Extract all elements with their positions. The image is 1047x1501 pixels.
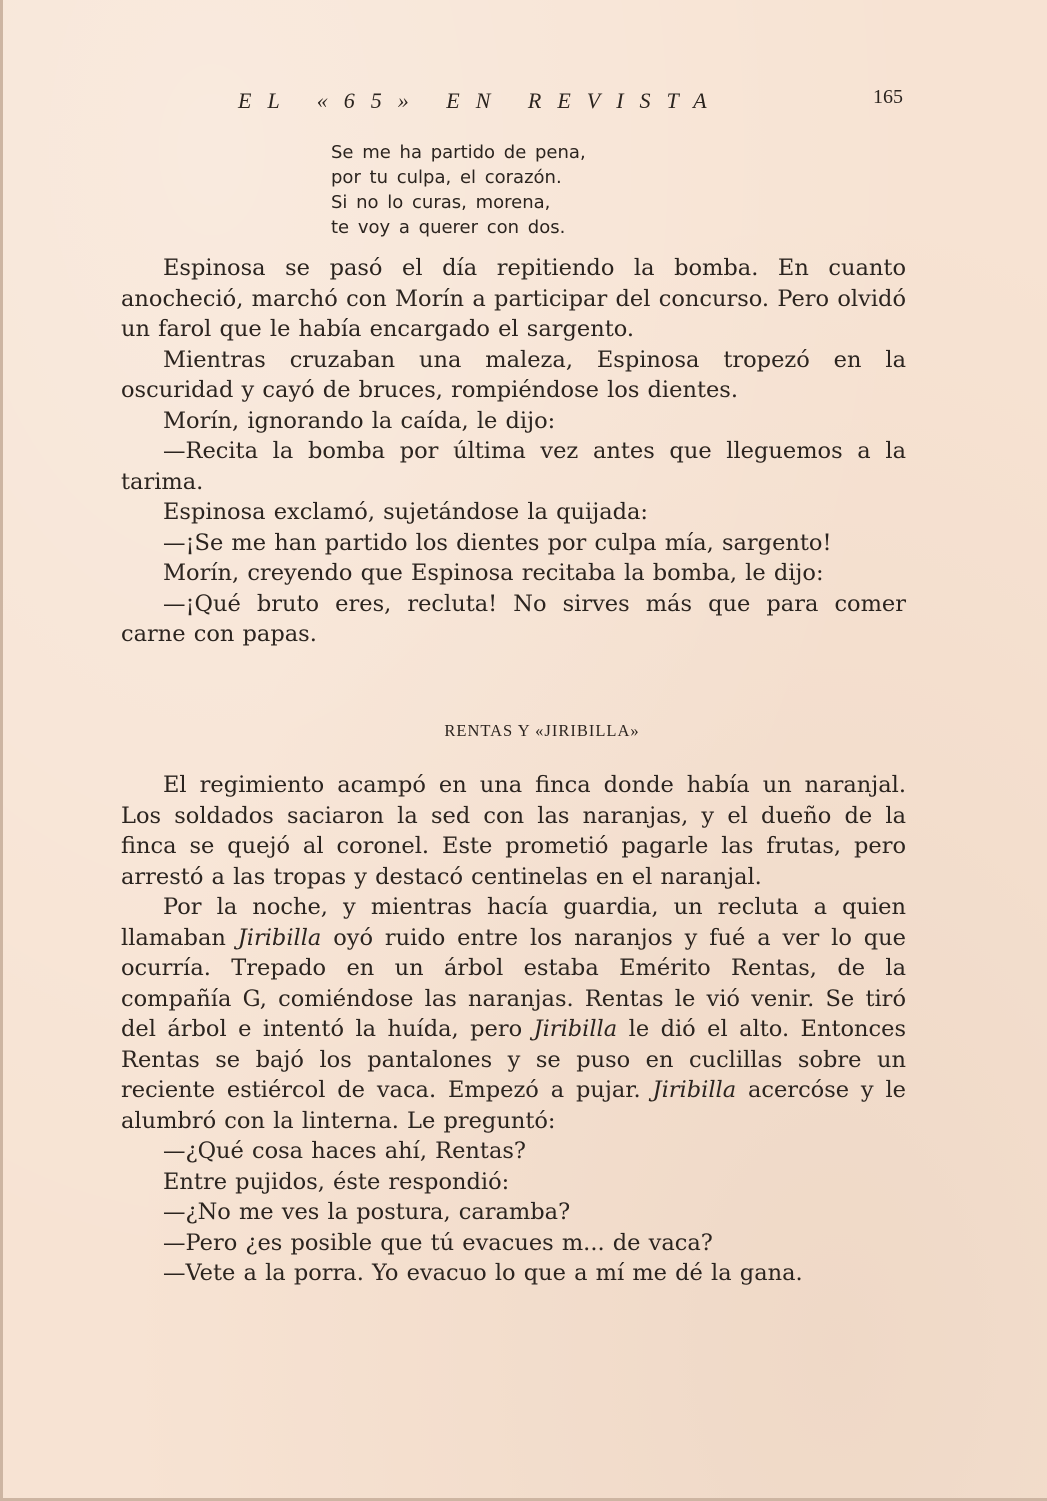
dialogue-line: —¿Qué cosa haces ahí, Rentas? [163,1138,526,1164]
paragraph [121,892,906,1136]
dialogue-line: —¡Qué bruto eres, recluta! No sirves más que para comer carne con papas. [121,590,906,647]
paragraph: Espinosa exclamó, sujetándose la quijada: [163,499,649,525]
running-head [123,88,913,118]
running-title: EL «65» EN REVISTA [238,88,723,113]
paragraph: Espinosa se pasó el día repitiendo la bomba. En cuanto anocheció, marchó con Morín a participar del concurso. Pero olvidó un farol que le había encargado el sargento. [121,255,906,342]
dialogue-line: —Pero ¿es posible que tú evacues m... de vaca? [163,1229,713,1256]
text-run: le dió el alto. Entonces Rentas se bajó los pantalones y se puso en cuclillas sobre un reciente estiércol de vaca. Empezó a pujar. [121,1016,906,1103]
section-heading [3,721,1047,741]
verse-line: Si no lo curas, morena, [331,192,551,213]
verse-line: Se me ha partido de pena, [331,142,586,163]
story-rentas-jiribilla [121,770,906,1289]
verse-line: te voy a querer con dos. [331,217,566,238]
paragraph: Morín, creyendo que Espinosa recitaba la bomba, le dijo: [163,560,824,586]
paragraph: Mientras cruzaban una maleza, Espinosa tropezó en la oscuridad y cayó de bruces, rompiéndose los dientes. [121,346,906,403]
dialogue-line: —Recita la bomba por última vez antes que lleguemos a la tarima. [121,438,906,495]
section-heading-text: RENTAS Y «JIRIBILLA» [444,721,640,740]
text-run: oyó ruido entre los naranjos y fué a ver lo que ocurría. Trepado en un árbol estaba Emérito Rentas, de la compañía G, comiéndose las naranjas. Rentas le vió venir. Se tiró del árbol e intentó la huída, pero [121,924,906,1042]
paragraph: El regimiento acampó en una finca donde había un naranjal. Los soldados saciaron la sed con las naranjas, y el dueño de la finca se quejó al coronel. Este prometió pagarle las frutas, pero arrestó a las tropas y destacó centinelas en el naranjal. [121,772,906,890]
dialogue-line: —Vete a la porra. Yo evacuo lo que a mí me dé la gana. [163,1260,803,1286]
story-espinosa [121,253,906,650]
paragraph: Entre pujidos, éste respondió: [163,1168,510,1195]
paragraph: Morín, ignorando la caída, le dijo: [163,407,556,434]
verse-stanza [331,140,586,240]
character-name: Jiribilla [237,924,322,951]
dialogue-line: —¿No me ves la postura, caramba? [163,1199,571,1225]
character-name: Jiribilla [533,1016,618,1042]
page-number: 165 [873,86,903,108]
text-run: Por la noche, y mientras hacía guardia, un recluta a quien llamaban [121,894,906,951]
character-name: Jiribilla [652,1077,737,1103]
verse-line: por tu culpa, el corazón. [331,167,562,188]
dialogue-line: —¡Se me han partido los dientes por culpa mía, sargento! [163,529,832,556]
text-run: acercóse y le alumbró con la linterna. Le preguntó: [121,1077,907,1134]
